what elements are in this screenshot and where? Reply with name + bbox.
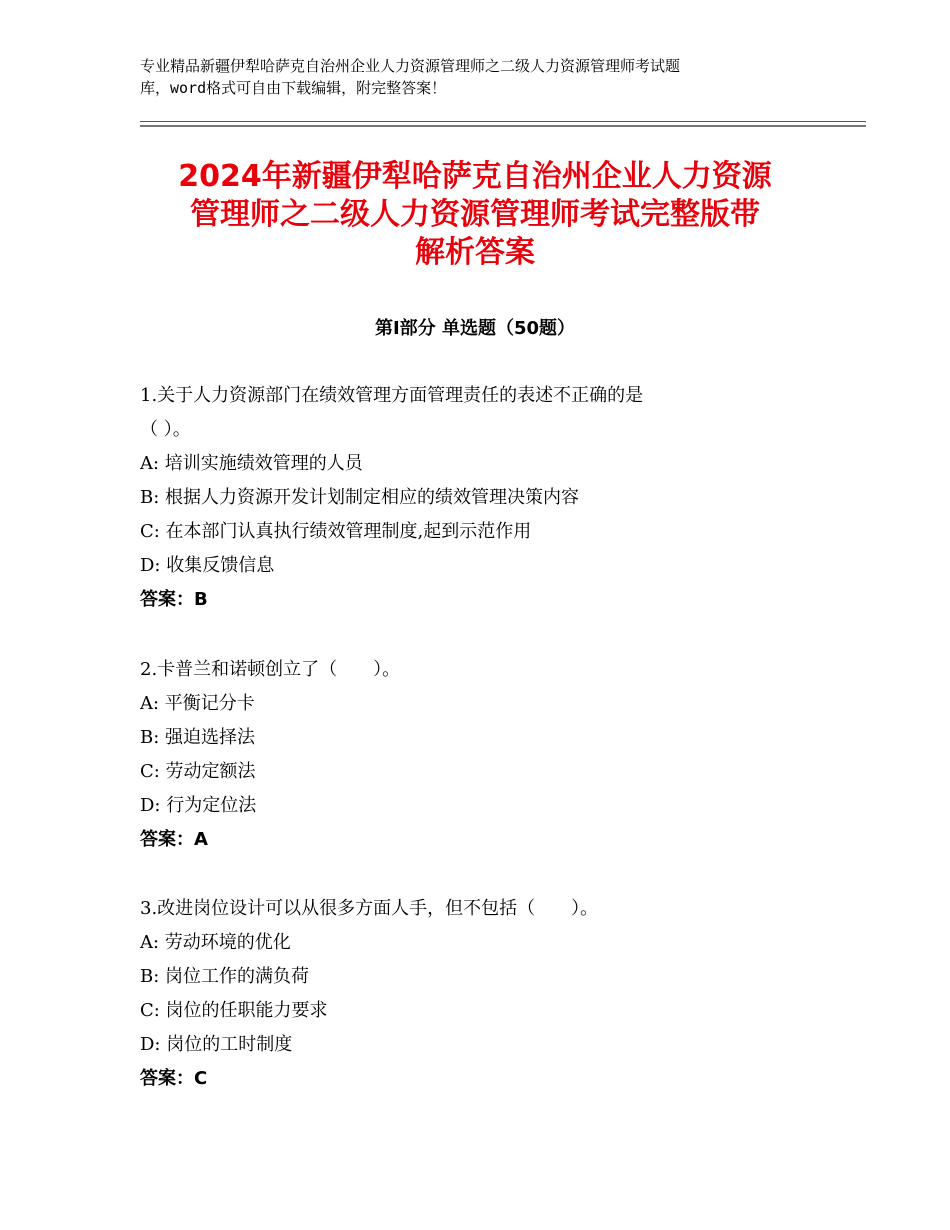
answer: 答案：C — [140, 1068, 208, 1089]
option-c: C: 劳动定额法 — [140, 761, 256, 782]
header-note — [140, 55, 830, 99]
option-b: B: 强迫选择法 — [140, 727, 256, 748]
document-title-line-2: 管理师之二级人力资源管理师考试完整版带 — [190, 197, 760, 232]
question-stem: 2.卡普兰和诺顿创立了（ ）。 — [140, 659, 401, 680]
question-stem: 1.关于人力资源部门在绩效管理方面管理责任的表述不正确的是 — [140, 385, 644, 406]
question-1 — [140, 379, 840, 617]
document-title — [120, 158, 830, 272]
header-note-line-1: 专业精品新疆伊犁哈萨克自治州企业人力资源管理师之二级人力资源管理师考试题 — [140, 57, 681, 75]
question-2 — [140, 653, 840, 857]
option-d: D: 收集反馈信息 — [140, 555, 275, 576]
option-c: C: 在本部门认真执行绩效管理制度,起到示范作用 — [140, 521, 532, 542]
question-stem-continued: （ ）。 — [140, 419, 191, 440]
option-a: A: 培训实施绩效管理的人员 — [140, 453, 363, 474]
option-d: D: 行为定位法 — [140, 795, 257, 816]
option-d: D: 岗位的工时制度 — [140, 1034, 293, 1055]
document-title-line-3: 解析答案 — [415, 235, 535, 270]
section-title: 第Ⅰ部分 单选题（50题） — [374, 318, 575, 339]
answer: 答案：A — [140, 829, 208, 850]
option-a: A: 劳动环境的优化 — [140, 932, 291, 953]
header-divider-thick — [140, 125, 866, 127]
option-b: B: 岗位工作的满负荷 — [140, 966, 310, 987]
option-b: B: 根据人力资源开发计划制定相应的绩效管理决策内容 — [140, 487, 580, 508]
option-a: A: 平衡记分卡 — [140, 693, 255, 714]
question-stem: 3.改进岗位设计可以从很多方面人手，但不包括（ ）。 — [140, 898, 599, 919]
header-note-line-2: 库，word格式可自由下载编辑，附完整答案！ — [140, 79, 447, 97]
header-divider-thin — [140, 121, 866, 122]
document-title-line-1: 2024年新疆伊犁哈萨克自治州企业人力资源 — [178, 159, 772, 194]
answer: 答案：B — [140, 589, 208, 610]
option-c: C: 岗位的任职能力要求 — [140, 1000, 328, 1021]
question-3 — [140, 892, 840, 1096]
